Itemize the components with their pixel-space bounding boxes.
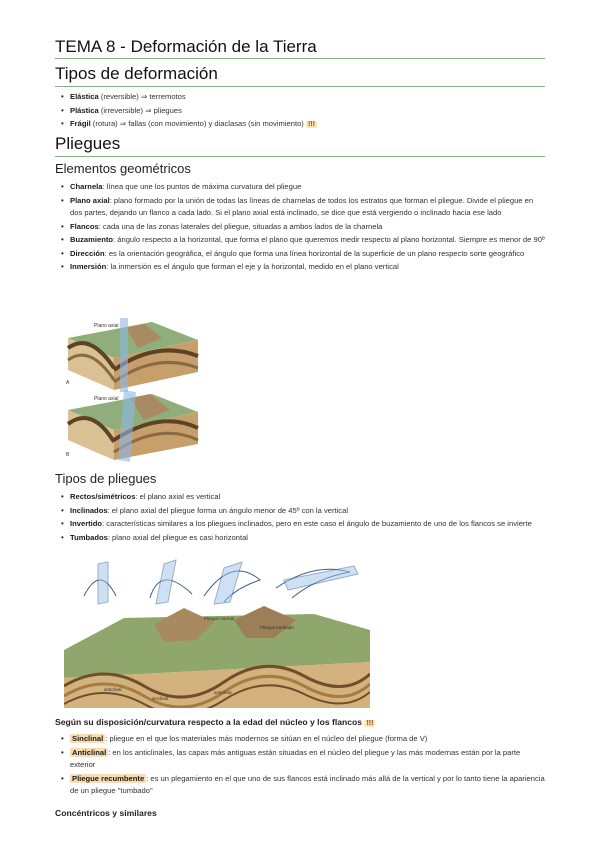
axial-plane xyxy=(120,318,128,392)
list-item: • Buzamiento: ángulo respecto a la horizontal, que forma el plano que queremos medir respecto al plano horizontal. Siempre es menor de 90º xyxy=(55,234,545,247)
deformation-list xyxy=(55,91,545,133)
subheading-fold-types: Tipos de pliegues xyxy=(55,471,157,486)
section-heading-deformation: Tipos de deformación xyxy=(55,64,218,83)
subheading-concentric: Concéntricos y similares xyxy=(55,808,157,818)
list-item: • Pliegue recumbente : es un plegamiento en el que uno de sus flancos está inclinado más allá de la vertical y por lo tanto tiene la apariencia de un pliegue "tumbado" xyxy=(55,773,545,798)
list-item: • Elástica (reversible) ⇒ terremotos xyxy=(55,91,545,104)
list-item: • Anticlinal : en los anticlinales, las capas más antiguas están situadas en el núcleo del pliegue y las más modernas están por la parte exterior xyxy=(55,747,545,772)
title-rule xyxy=(55,58,545,59)
figure-label: sinclinal xyxy=(152,696,169,701)
subheading-age-disposition: Según su disposición/curvatura respecto a la edad del núcleo y los flancos !!! xyxy=(55,717,374,727)
axial-plane-label: Plano axial xyxy=(94,323,119,329)
figure-corner-label: A xyxy=(66,380,70,386)
list-item: • Tumbados: plano axial del pliegue es casi horizontal xyxy=(55,532,545,545)
figure-label: Pliegue normal xyxy=(204,616,235,621)
fold-types-list xyxy=(55,491,545,545)
fold-block-diagram xyxy=(64,318,204,463)
list-item: • Frágil (rotura) ⇒ fallas (con movimiento) y diaclasas (sin movimiento) !!! xyxy=(55,118,545,132)
list-item: • Plástica (irreversible) ⇒ pliegues xyxy=(55,105,545,118)
section-rule xyxy=(55,156,545,157)
geometric-elements-list xyxy=(55,181,545,275)
page-title: TEMA 8 - Deformación de la Tierra xyxy=(55,37,317,56)
list-item: • Invertido: características similares a los pliegues inclinados, pero en este caso el ángulo de buzamiento de uno de los flancos se invierte xyxy=(55,518,545,531)
list-item: • Plano axial: plano formado por la unión de todas las líneas de charnelas de todos los estratos que forman el pliegue. Divide el pliegue en dos partes, dejando un flanco a cada lado. Si el plano axial está inclinado, se dice que está vergiendo o inclinado hacia ese lado xyxy=(55,195,545,220)
figure-label: Pliegue tumbado xyxy=(260,625,294,630)
list-item: • Charnela: línea que une los puntos de máxima curvatura del pliegue xyxy=(55,181,545,194)
list-item: • Flancos: cada una de las zonas laterales del pliegue, situadas a ambos lados de la charnela xyxy=(55,221,545,234)
axial-plane-label: Plano axial xyxy=(94,396,119,402)
list-item: • Dirección: es la orientación geográfica, el ángulo que forma una línea horizontal de la superficie de un plano respecto sorte geográfico xyxy=(55,248,545,261)
figure-corner-label: B xyxy=(66,452,70,458)
axial-plane xyxy=(98,562,108,604)
list-item: • Rectos/simétricos: el plano axial es vertical xyxy=(55,491,545,504)
section-rule xyxy=(55,86,545,87)
figure-label: anticlinal xyxy=(104,687,122,692)
list-item: • Inclinados: el plano axial del pliegue forma un ángulo menor de 45º con la vertical xyxy=(55,505,545,518)
subheading-geometric: Elementos geométricos xyxy=(55,161,191,176)
figure-label: anticlinal xyxy=(214,690,232,695)
list-item: • Sinclinal : pliegue en el que los materiales más modernos se sitúan en el núcleo del pliegue (forma de V) xyxy=(55,733,545,746)
section-heading-folds: Pliegues xyxy=(55,134,121,153)
warning-badge: !!! xyxy=(366,720,374,727)
list-item: • Inmersión: la inmersión es el ángulo que forman el eje y la horizontal, medido en el plano vertical xyxy=(55,261,545,274)
age-disposition-list xyxy=(55,733,545,799)
fold-types-diagram xyxy=(64,558,370,708)
warning-badge: !!! xyxy=(307,121,315,128)
